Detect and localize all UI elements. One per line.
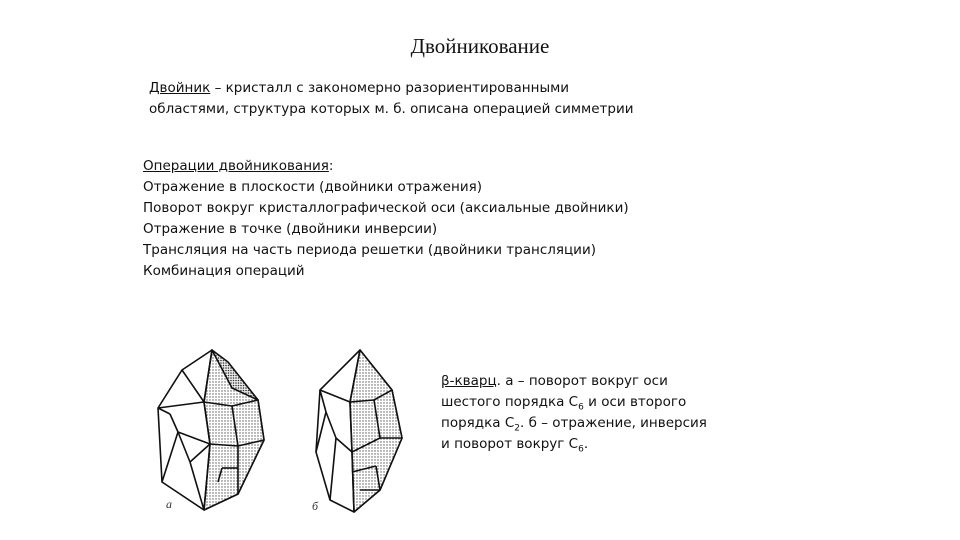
definition-block xyxy=(149,78,769,120)
operation-item: Отражение в плоскости (двойники отражения) xyxy=(143,179,482,195)
operations-block xyxy=(143,156,783,282)
caption-text: и поворот вокруг С xyxy=(441,436,579,452)
caption-line-1 xyxy=(441,371,741,392)
operations-heading-colon: : xyxy=(328,158,334,174)
operation-item: Отражение в точке (двойники инверсии) xyxy=(143,221,438,237)
caption-text: порядка С xyxy=(441,415,515,431)
figure-caption xyxy=(441,371,741,455)
caption-text: шестого порядка С xyxy=(441,394,579,410)
caption-subscript: 6 xyxy=(578,402,584,413)
caption-line-4 xyxy=(441,434,741,455)
operation-item: Поворот вокруг кристаллографической оси (аксиальные двойники) xyxy=(143,200,629,216)
caption-subscript: 2 xyxy=(514,423,520,434)
figure-label-a: а xyxy=(166,497,172,511)
definition-line-1 xyxy=(149,78,769,99)
caption-text: . а – поворот вокруг оси xyxy=(496,373,668,389)
caption-line-2 xyxy=(441,392,741,413)
caption-text: . xyxy=(583,436,589,452)
caption-text: . б – отражение, инверсия xyxy=(520,415,707,431)
quartz-crystals-svg xyxy=(140,342,410,520)
caption-line-3 xyxy=(441,413,741,434)
operations-heading: Операции двойникования xyxy=(143,158,329,174)
figure-label-b: б xyxy=(312,499,319,513)
caption-subscript: 6 xyxy=(578,444,584,455)
crystal-a xyxy=(158,350,264,510)
quartz-figure xyxy=(140,342,410,520)
slide-title: Двойникование xyxy=(410,34,550,58)
definition-text-1: – кристалл с закономерно разориентированными xyxy=(210,80,570,96)
operations-heading-line xyxy=(143,156,783,177)
caption-text: и оси второго xyxy=(583,394,687,410)
crystal-b xyxy=(316,350,402,512)
operation-item: Комбинация операций xyxy=(143,263,305,279)
definition-line-2: областями, структура которых м. б. описана операцией симметрии xyxy=(149,101,634,117)
operation-item: Трансляция на часть периода решетки (двойники трансляции) xyxy=(143,242,597,258)
caption-term: β-кварц xyxy=(441,373,497,389)
definition-term: Двойник xyxy=(149,80,211,96)
